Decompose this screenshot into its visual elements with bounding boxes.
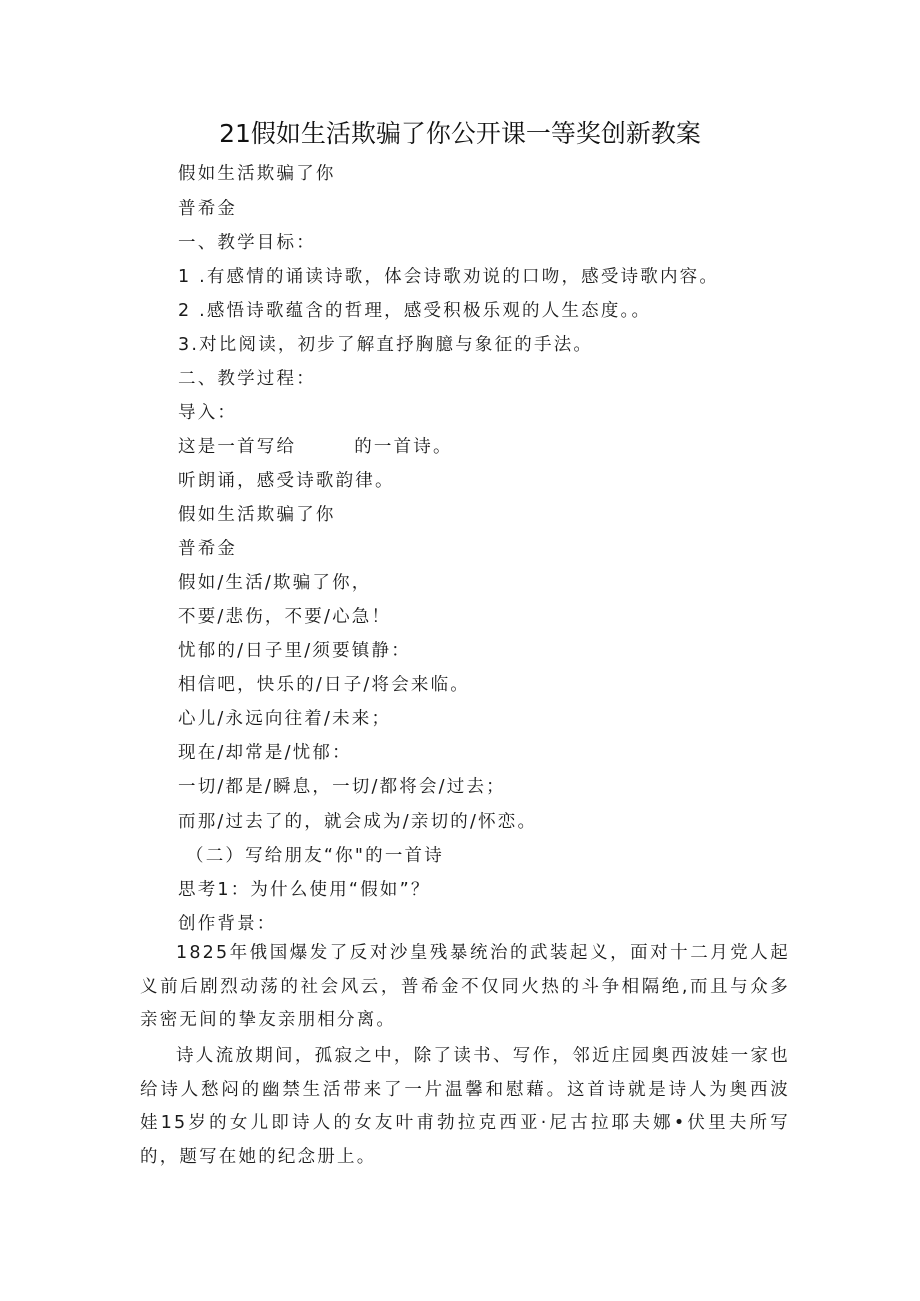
author: 普希金 (178, 199, 238, 219)
goal-item-1: 1 .有感情的诵读诗歌，体会诗歌劝说的口吻，感受诗歌内容。 (178, 267, 720, 287)
goal-item-2: 2 .感悟诗歌蕴含的哲理，感受积极乐观的人生态度。。 (178, 301, 652, 321)
listen-instruction: 听朗诵，感受诗歌韵律。 (178, 471, 395, 491)
background-label: 创作背景： (178, 914, 277, 934)
intro-sentence-part-1: 这是一首写给 (178, 437, 297, 457)
goal-item-3: 3.对比阅读，初步了解直抒胸臆与象征的手法。 (178, 335, 594, 355)
poem-line-8: 而那/过去了的，就会成为/亲切的/怀恋。 (178, 812, 538, 832)
intro-label: 导入： (178, 403, 238, 423)
background-paragraph-2: 诗人流放期间，孤寂之中，除了读书、写作，邻近庄园奥西波娃一家也给诗人愁闷的幽禁生活带来了一片温馨和慰藉。这首诗就是诗人为奥西波娃15岁的女儿即诗人的女友叶甫勃拉克西亚·尼古拉耶夫娜•伏里夫所写的，题写在她的纪念册上。 (140, 1046, 790, 1167)
poem-title: 假如生活欺骗了你 (178, 164, 336, 184)
think-question-1: 思考1：为什么使用“假如”？ (178, 880, 431, 900)
poem-line-7: 一切/都是/瞬息，一切/都将会/过去； (178, 777, 506, 797)
intro-sentence-part-2: 的一首诗。 (354, 437, 453, 457)
author-repeat: 普希金 (178, 539, 238, 559)
subsection-heading: （二）写给朋友“你"的一首诗 (186, 846, 444, 866)
intro-sentence (178, 433, 453, 458)
section-heading-goals: 一、教学目标： (178, 233, 316, 253)
poem-line-5: 心儿/永远向往着/未来； (178, 709, 392, 729)
poem-line-2: 不要/悲伤，不要/心急！ (178, 607, 392, 627)
poem-line-6: 现在/却常是/忧郁： (178, 743, 352, 763)
background-paragraph-1: 1825年俄国爆发了反对沙皇残暴统治的武装起义，面对十二月党人起义前后剧烈动荡的社会风云，普希金不仅同火热的斗争相隔绝,而且与众多亲密无间的挚友亲朋相分离。 (140, 943, 790, 1030)
poem-line-1: 假如/生活/欺骗了你， (178, 573, 372, 593)
document-title: 21假如生活欺骗了你公开课一等奖创新教案 (219, 119, 701, 148)
poem-line-4: 相信吧，快乐的/日子/将会来临。 (178, 675, 470, 695)
poem-line-3: 忧郁的/日子里/须要镇静： (178, 641, 411, 661)
section-heading-process: 二、教学过程： (178, 369, 316, 389)
poem-title-repeat: 假如生活欺骗了你 (178, 505, 336, 525)
